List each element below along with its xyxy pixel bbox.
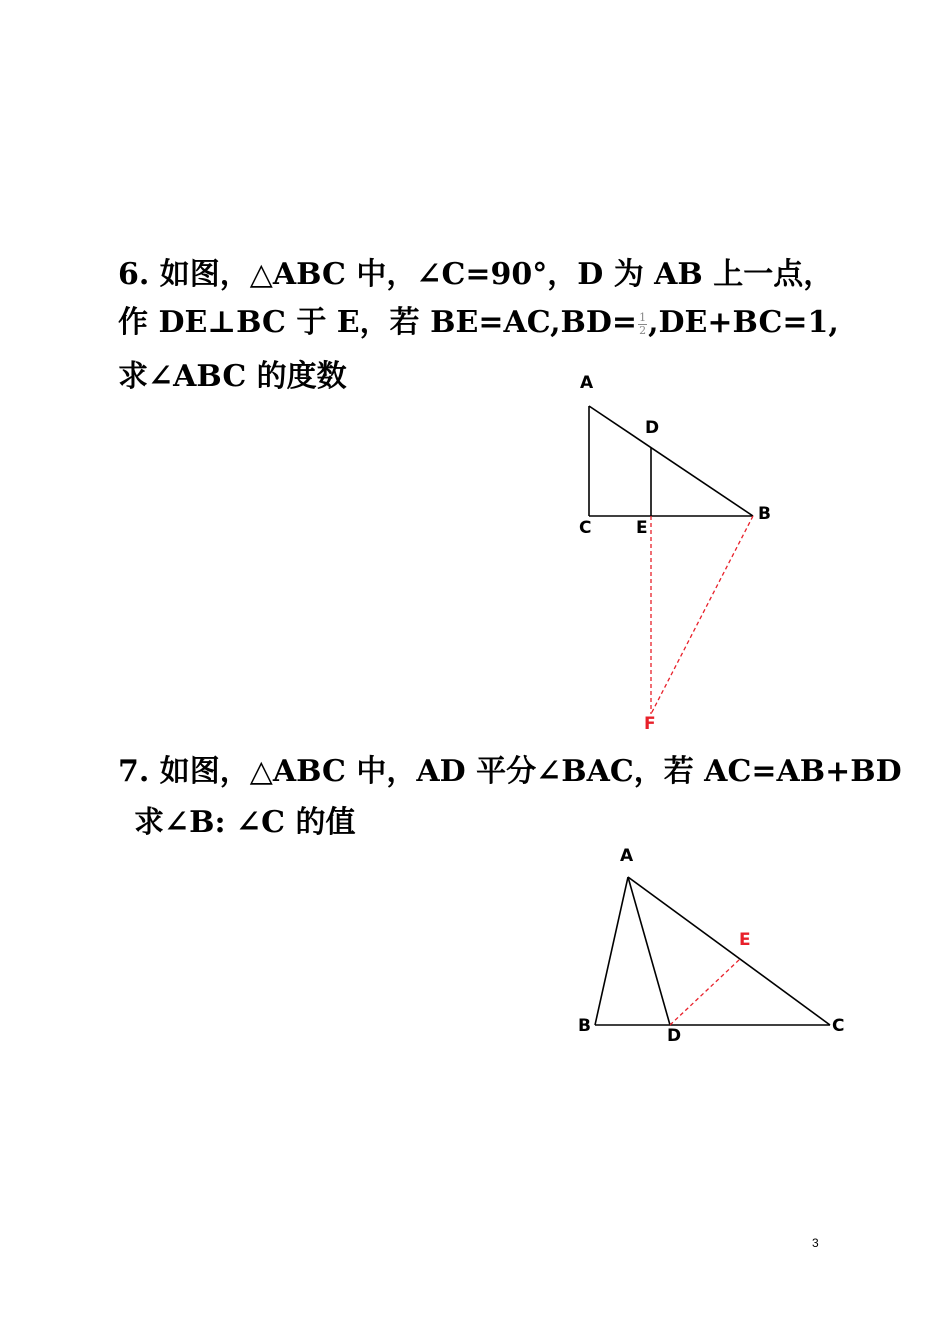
fraction-denominator: 2 [639,323,647,337]
label-f: F [644,714,656,734]
label-c: C [832,1016,845,1036]
problem-7-line-1: 7. 如图，△ABC 中，AD 平分∠BAC，若 AC=AB+BD [118,754,902,789]
label-d: D [667,1026,682,1046]
page-number: 3 [812,1236,819,1250]
problem-6-line-3: 求∠ABC 的度数 [118,359,347,394]
label-e: E [636,518,648,538]
problem-6-line-1: 6. 如图，△ABC 中，∠C=90°，D 为 AB 上一点， [118,257,834,292]
label-d: D [645,418,660,438]
fraction-numerator: 1 [639,310,647,324]
label-a: A [580,373,594,393]
aux-segment-de [670,959,740,1025]
segment-ab [595,877,628,1025]
label-c: C [579,518,592,538]
problem-6-figure [570,365,800,740]
label-e: E [739,930,751,950]
label-b: B [578,1016,591,1036]
problem-7-figure [570,840,860,1050]
segment-ac [628,877,830,1025]
problem-7-line-2: 求∠B: ∠C 的值 [134,805,356,840]
fraction-one-half [638,312,647,337]
label-b: B [758,504,771,524]
problem-6-line-2-before: 作 DE⊥BC 于 E，若 BE=AC,BD= [118,305,638,340]
problem-6-line-2-after: ,DE+BC=1, [648,305,839,340]
segment-ad [628,877,670,1025]
aux-segment-bf [651,516,753,714]
problem-6-line-2 [118,303,839,343]
segment-ab [589,406,753,516]
label-a: A [620,846,634,866]
